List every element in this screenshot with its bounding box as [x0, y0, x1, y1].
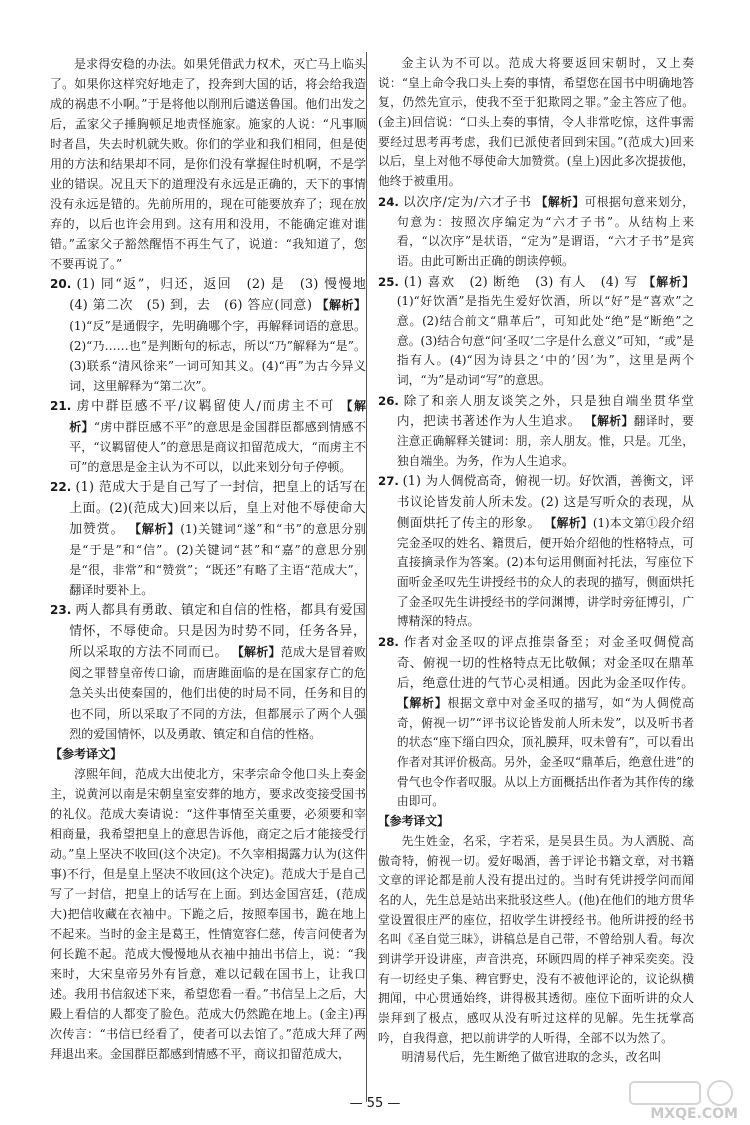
analysis-text: 根据文章中对金圣叹的描写，如“为人倜傥高奇，俯视一切”“评书议论皆发前人所未发”，以及听书者的状态“座下缁白四众，顶礼膜拜，叹未曾有”，可以看出作者对其评价极高。另外，金圣叹“鼎革后，绝意仕进”的骨气也令作者叹服。从以上方面概括出作者为其作传的缘由即可。 — [396, 696, 694, 809]
page-number: — 55 — — [349, 1096, 401, 1111]
question-number: 28. — [378, 634, 399, 649]
left-column — [50, 54, 379, 1064]
answer-text: 除了和亲人朋友谈笑之外，只是独自端坐贯华堂内，把读书著述作为人生追求。 — [396, 392, 695, 429]
watermark-logo — [620, 1078, 738, 1122]
analysis-text: 范成大是冒着败阅之罪替皇帝传口谕，而唐雎面临的是在国家存亡的危急关头出使秦国的，他们出使的时局不同，任务和目的也不同，所以采取了不同的方法，但都展示了两个人强烈的爱国情怀，以及勇敢、镇定和自信的性格。 — [69, 645, 366, 741]
answer-text: 以次序/定为/六才子书 — [403, 193, 532, 209]
analysis-text: (1)关键词“遂”和“书”的意思分别是“于是”和“信”。(2)关键词“甚”和“嘉”的意思分别是“很，非常”和“赞赏”；“既还”有略了主语“范成大”，翻译时要补上。 — [69, 522, 366, 598]
analysis-tag: 【解析】 — [231, 645, 281, 660]
analysis-tag: 【解析】 — [69, 399, 366, 435]
answer-item — [378, 391, 694, 472]
answer-text: (1) 同“返”，归还，返回 (2) 是 (3) 慢慢地 (4) 第二次 (5) 到，去 (6) 答应(同意) — [69, 277, 379, 314]
paragraph: 淳熙年间，范成大出使北方，宋孝宗命令他口头上奏金主，说黄河以南是宋朝皇室安葬的地方，要求改变接受国书的礼仪。范成大奏请说：“这件事情至关重要，必须要和宰相商量，我希望把皇上的意思告诉他，商定之后才能接受行动。”皇上坚决不收回(这个决定)。不久宰相揭露力认为(这件事)不行，但是皇上坚决不收回(这个决定)。范成大于是自己写了一封信，把皇上的话写在上面。到达金国宫廷，(范成大)把信收藏在衣袖中。下跪之后，按照奉国书，跪在地上不起来。当时的金主是葛王，性情宽容仁慈，传言问使者为何长跪不起。范成大慢慢地从衣袖中抽出书信上，说：“我来时，大宋皇帝另外有旨意，难以记载在国书上，让我口述。我用书信叙述下来，希望您看一看。”书信呈上之后，大殿上看信的人都变了脸色。范成大仍然跪在地上。(金主)再次传言：“书信已经看了，使者可以去馆了。”范成大拜了两拜退出来。金国群臣都感到情感不平，商议扣留范成大， — [50, 766, 366, 1061]
question-number: 20. — [50, 277, 72, 292]
question-number: 27. — [378, 474, 399, 489]
answer-item — [378, 471, 694, 632]
answer-item — [378, 272, 694, 391]
right-column — [378, 54, 694, 1068]
answer-text: 两人都具有勇敢、镇定和自信的性格，都具有爱国情怀，不辱使命。只是因为时势不同，任务各异，所以采取的方法不同而已。 — [69, 603, 366, 661]
analysis-tag: 【解析】 — [585, 414, 634, 429]
answer-item — [50, 477, 366, 600]
paragraph: 是求得安稳的办法。如果凭借武力权术，灭亡马上临头了。如果你这样究好地走了，投奔到大国的话，将会给我造成的祸患不小啊。”于是将他以削刑后谴送鲁国。他们出发之后，孟家父子捶胸顿足地责怪施家。施家的人说：“凡事顺时者昌，失去时机就失败。你们的学业和我们相同，但是使用的方法和结果却不同，是你们没有掌握住时机啊，不是学业的错误。况且天下的道理没有永远是正确的，天下的事情没有永远是错的。先前所用的，现在可能要放弃了；现在放弃的，以后也许会用到。这有用和没用，不能确定谁对谁错。”孟家父子豁然醒悟不再生气了，说道：“我知道了，您不要再说了。” — [50, 57, 366, 272]
analysis-text: (1)“好饮酒”是指先生爱好饮酒，所以“好”是“喜欢”之意。(2)结合前文“鼎革后”，可知此处“绝”是“断绝”之意。(3)结合句意“问‘圣叹’二字是什么意义”可知，“或”是指有人。(4)“因为诗县之‘中的’因’为”，这里是两个词，“为”是动词“写”的意思。 — [396, 294, 694, 387]
answer-text: (1) 范成大于是自己写了一封信，把皇上的话写在上面。(2)(范成大)回来以后，皇上对他不辱使命大加赞赏。 — [69, 480, 366, 538]
analysis-text: 翻译时，要注意正确解释关键词：朋，亲人朋友。惟，只是。兀坐，独自端坐。为务，作为人生追求。 — [396, 414, 694, 468]
paragraph: 明清易代后，先生断绝了做官进取的念头，改名叫 — [401, 1050, 662, 1065]
analysis-tag: 【解析】 — [396, 696, 448, 710]
answer-item — [50, 274, 379, 396]
column-divider — [366, 52, 367, 1102]
answer-item — [378, 192, 694, 272]
answer-text: (1) 为人倜傥高奇，俯视一切。好饮酒，善衡文，评书议论皆发前人所未发。(2) 这是写听众的表现，从侧面烘托了传主的形象。 — [396, 473, 695, 530]
paragraph: 先生姓金，名采，字若采，是吴县生员。为人洒脱、高傲奇特，俯视一切。爱好喝酒，善于评论书籍文章，对书籍文章的评论都是前人没有提出过的。当时有凭讲授学问而闻名的人，先生总是站出来批驳这些人。(他)在他们的地方贯华堂设置很庄严的座位，招收学生讲授经书。他所讲授的经书名叫《圣自觉三昧》，讲稿总是自己带，不曾给别人看。每次到讲学开设讲座，声音洪亮，环顾四周的样子神采奕奕。没有一切经史子集、稗官野史，没有不被他评论的，议论纵横拥闻，中心贯通始终，讲得极其透彻。座位下面听讲的众人崇拜到了极点，感叹从没有听过这样的见解。先生抚掌高吟，自我得意，把以前讲学的人听得，全部不以为然了。 — [378, 833, 694, 1045]
question-number: 25. — [378, 274, 399, 289]
question-number: 23. — [50, 603, 72, 618]
answer-text: 虏中群臣感不平/议羁留使人/而虏主不可 — [76, 399, 336, 415]
paragraph: 金主认为不可以。范成大将要返回宋朝时，又上奏说：“皇上命令我口头上奏的事情，希望您在国书中明确地答复，仍然先宣示，使我不至于犯欺罔之罪。”金主答应了他。(金主)回信说：“口头上奏的事情，令人非常吃惊，这件事需要经过思考再考虑，我们已派使者回到宋国。”(范成大)回来以后，皇上对他不辱使命大加赞赏。(皇上)因此多次提拔他，他终于被重用。 — [378, 56, 694, 189]
answer-text: 作者对金圣叹的评点推崇备至；对金圣叹倜傥高奇、俯视一切的性格特点无比敬佩；对金圣叹在鼎革后，绝意仕进的气节心灵相通。因此为金圣叹作传。 — [396, 633, 695, 691]
analysis-text: “虏中群臣感不平”的意思是金国群臣都感到情感不平，“议羁留使人”的意思是商议扣留范成大，“而虏主不可”的意思是金主认为不可以，以此来划分句子停顿。 — [69, 420, 366, 475]
question-number: 21. — [50, 399, 72, 414]
watermark-stamp-icon — [620, 1078, 738, 1108]
analysis-tag: 【解析】 — [643, 274, 694, 289]
analysis-text: 可根据句意来划分，句意为：按照次序编定为“六才子书”。从结构上来看，“以次序”是状语，“定为”是谓语，“六才子书”是宾语。由此可断出正确的朗读停顿。 — [396, 194, 695, 268]
question-number: 26. — [378, 393, 399, 408]
question-number: 22. — [50, 480, 72, 495]
analysis-tag: 【解析】 — [316, 298, 366, 313]
section-heading: 【参考译文】 — [378, 814, 449, 829]
analysis-text: (1)本文第①段介绍完金圣叹的姓名、籍贯后，便开始介绍他的性格特点，可直接摘录作为答案。(2)本句运用侧面衬托法，写座位下面听金圣叹先生讲授经书的众人的表现的描写，侧面烘托了金圣叹先生讲授经书的学问渊博，讲学时旁征博引，广博精深的特点。 — [396, 515, 695, 629]
answer-item — [378, 632, 694, 812]
analysis-text: (1)“反”是通假字，先明确哪个字，再解释词语的意思。(2)“乃……也”是判断句的标志，所以“乃”解释为“是”。(3)联系“清风徐来”一词可知其义。(4)“再”为古今异义词，这里解释为“第二次”。 — [69, 319, 366, 394]
answer-text: (1) 喜欢 (2) 断绝 (3) 有人 (4) 写 — [403, 273, 639, 289]
analysis-tag: 【解析】 — [129, 522, 181, 537]
question-number: 24. — [378, 194, 399, 209]
analysis-tag: 【解析】 — [535, 194, 585, 209]
section-heading: 【参考译文】 — [50, 746, 123, 761]
watermark-text: MXQE.COM — [650, 1106, 738, 1122]
answer-item — [50, 396, 366, 477]
answer-item — [50, 600, 366, 743]
analysis-tag: 【解析】 — [544, 515, 593, 530]
